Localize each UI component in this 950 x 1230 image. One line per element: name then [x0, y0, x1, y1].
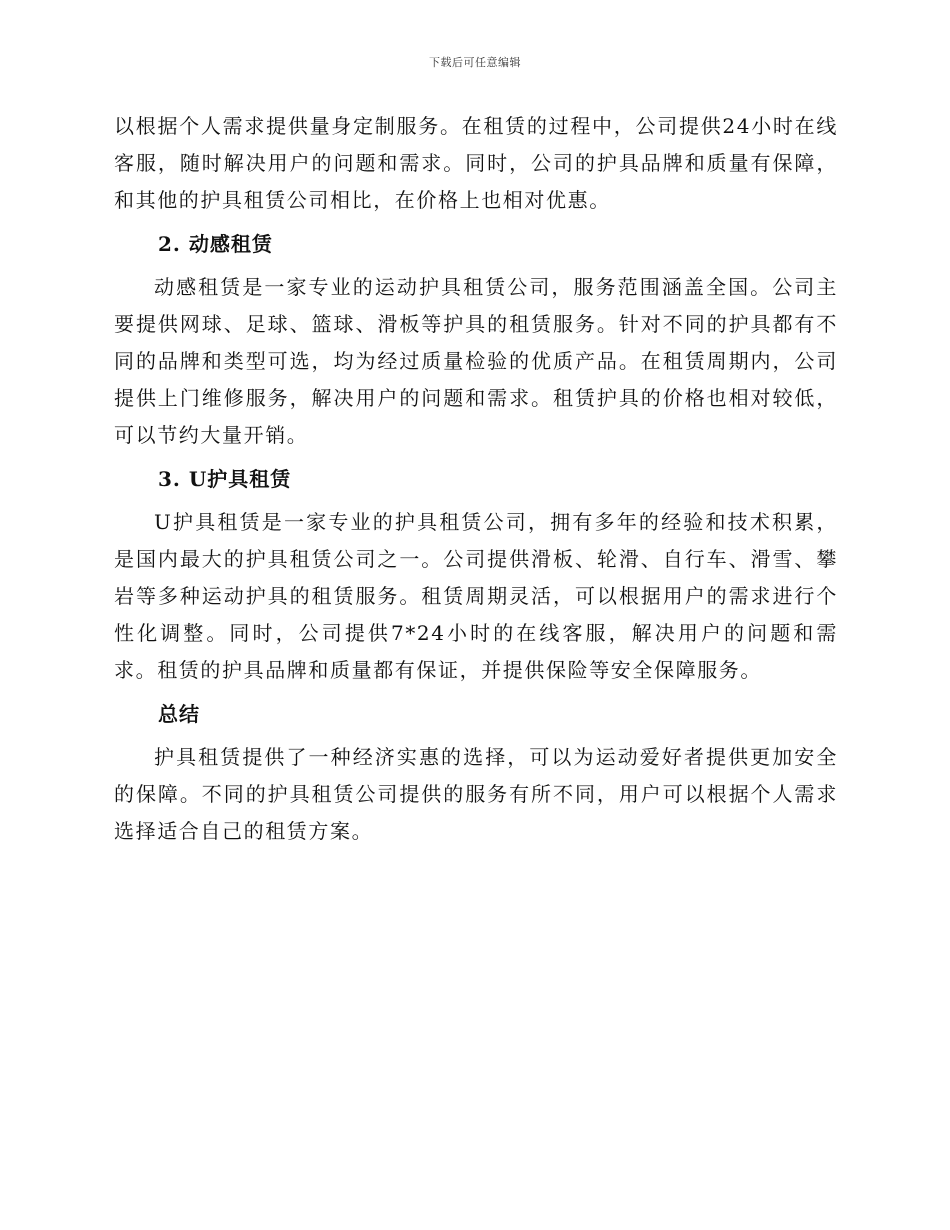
intro-paragraph: 以根据个人需求提供量身定制服务。在租赁的过程中，公司提供24小时在线客服，随时解决用户的问题和需求。同时，公司的护具品牌和质量有保障，和其他的护具租赁公司相比，在价格上也相对优惠。 — [114, 114, 838, 212]
document-body — [114, 108, 838, 850]
section-heading-summary: 总结 — [158, 702, 200, 726]
section-paragraph-dongan: 动感租赁是一家专业的运动护具租赁公司，服务范围涵盖全国。公司主要提供网球、足球、篮球、滑板等护具的租赁服务。针对不同的护具都有不同的品牌和类型可选，均为经过质量检验的优质产品。在租赁周期内，公司提供上门维修服务，解决用户的问题和需求。租赁护具的价格也相对较低，可以节约大量开销。 — [114, 275, 838, 447]
section-heading-dongan: 2. 动感租赁 — [158, 232, 273, 256]
section-paragraph-summary: 护具租赁提供了一种经济实惠的选择，可以为运动爱好者提供更加安全的保障。不同的护具租赁公司提供的服务有所不同，用户可以根据个人需求选择适合自己的租赁方案。 — [114, 745, 838, 843]
page-header: 下载后可任意编辑 — [429, 56, 521, 69]
section-heading-u-huju: 3. U护具租赁 — [158, 467, 292, 491]
section-paragraph-u-huju: U护具租赁是一家专业的护具租赁公司，拥有多年的经验和技术积累，是国内最大的护具租赁公司之一。公司提供滑板、轮滑、自行车、滑雪、攀岩等多种运动护具的租赁服务。租赁周期灵活，可以根据用户的需求进行个性化调整。同时，公司提供7*24小时的在线客服，解决用户的问题和需求。租赁的护具品牌和质量都有保证，并提供保险等安全保障服务。 — [114, 510, 838, 682]
